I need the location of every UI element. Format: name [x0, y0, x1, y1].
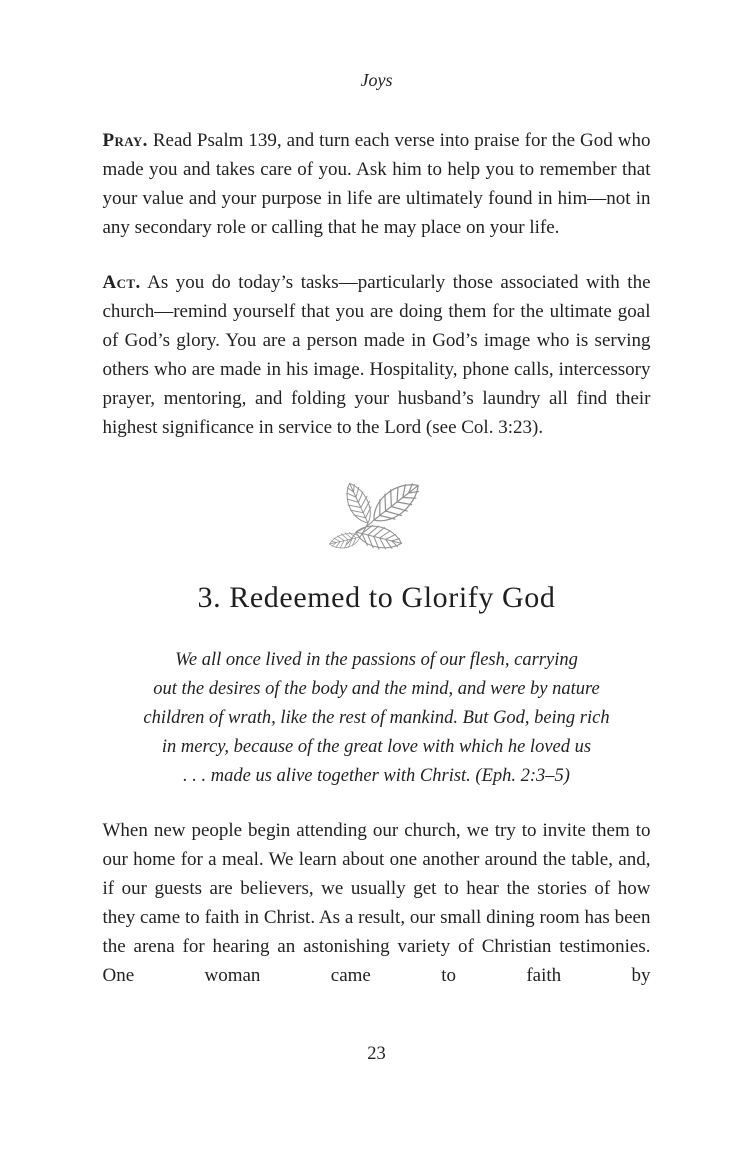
pray-text: Read Psalm 139, and turn each verse into praise for the God who made you and takes care of you. Ask him to help you to remember that your value and your purpose in life are ultimately found in him—not in any secondary role or calling that he may place on your life. [102, 130, 651, 238]
page-number: 23 [367, 1044, 386, 1064]
opening-paragraph [103, 816, 651, 990]
epigraph-line: . . . made us alive together with Christ. (Eph. 2:3–5) [183, 766, 570, 786]
pray-paragraph [103, 126, 651, 242]
opening-paragraph-text: When new people begin attending our church, we try to invite them to our home for a meal. We learn about one another around the table, and, if our guests are believers, we usually get to hear the stories of how they came to faith in Christ. As a result, our small dining room has been the arena for hearing an astonishing variety of Christian testimonies. One woman came to faith by [102, 820, 651, 986]
leaf-ornament-icon [103, 482, 651, 564]
chapter-title: 3. Redeemed to Glorify God [197, 581, 556, 614]
running-head: Joys [360, 70, 393, 90]
epigraph-line: We all once lived in the passions of our flesh, carrying [175, 650, 578, 670]
chapter-epigraph [103, 646, 651, 791]
epigraph-line: out the desires of the body and the mind, and were by nature [153, 679, 600, 699]
book-page [103, 0, 651, 1066]
act-paragraph [103, 268, 651, 442]
epigraph-line: in mercy, because of the great love with which he loved us [161, 737, 592, 757]
epigraph-line: children of wrath, like the rest of mankind. But God, being rich [143, 708, 610, 728]
pray-lead: Pray. [102, 130, 148, 151]
act-lead: Act. [102, 272, 141, 293]
act-text: As you do today’s tasks—particularly those associated with the church—remind yourself that you are doing them for the ultimate goal of God’s glory. You are a person made in God’s image who is serving others who are made in his image. Hospitality, phone calls, intercessory prayer, mentoring, and folding your husband’s laundry all find their highest significance in service to the Lord (see Col. 3:23). [102, 272, 651, 438]
